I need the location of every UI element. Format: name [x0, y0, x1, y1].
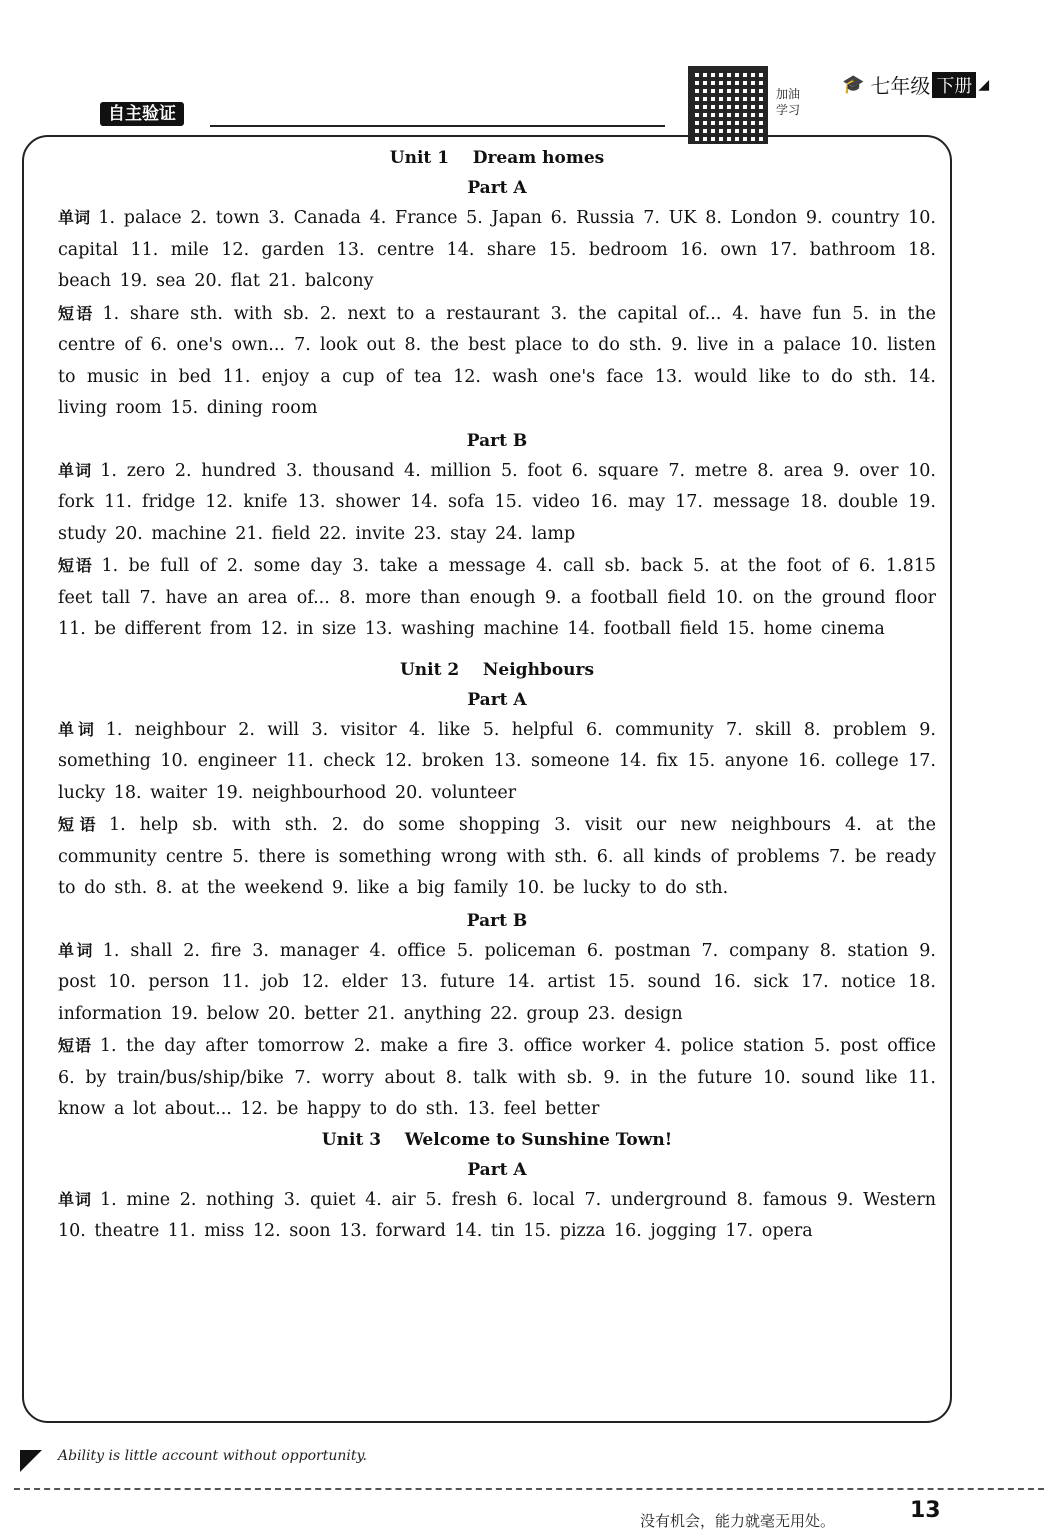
part-title: Part A — [467, 1159, 527, 1180]
words-label: 单词 — [58, 719, 98, 739]
header-rule — [210, 125, 665, 127]
unit-title: Unit 3 Welcome to Sunshine Town! — [321, 1129, 673, 1150]
phrases-block — [58, 1030, 936, 1126]
phrases-text: 1. help sb. with sth. 2. do some shopping 3. visit our new neighbours 4. at the community centre 5. there is something wrong with sth. 6. all kinds of problems 7. be ready to do sth. 8. at the weekend 9. like a big family 10. be lucky to do sth. — [58, 815, 936, 898]
words-text: 1. shall 2. fire 3. manager 4. office 5. policeman 6. postman 7. company 8. station 9. post 10. person 11. job 12. elder 13. future 14. artist 15. sound 16. sick 17. notice 18. information 19. below 20. better 21. anything 22. group 23. design — [58, 940, 936, 1024]
phrases-block — [58, 298, 936, 425]
phrases-text: 1. be full of 2. some day 3. take a message 4. call sb. back 5. at the foot of 6. 1.815 feet tall 7. have an area of... 8. more than enough 9. a football field 10. on the ground floor 11. be different from 12. in size 13. washing machine 14. football field 15. home cinema — [58, 556, 936, 639]
term-text: 下册 — [932, 72, 976, 98]
footer-triangle-icon — [20, 1450, 42, 1472]
footer-divider — [14, 1488, 1044, 1490]
phrases-label: 短语 — [58, 303, 95, 323]
words-text: 1. zero 2. hundred 3. thousand 4. million 5. foot 6. square 7. metre 8. area 9. over 10. fork 11. fridge 12. knife 13. shower 14. sofa 15. video 16. may 17. message 18. double 19. study 20. machine 21. field 22. invite 23. stay 24. lamp — [58, 460, 936, 544]
unit-title: Unit 1 Dream homes — [389, 148, 605, 168]
words-text: 1. palace 2. town 3. Canada 4. France 5. Japan 6. Russia 7. UK 8. London 9. country 10. capital 11. mile 12. garden 13. centre 14. share 15. bedroom 16. own 17. bathroom 18. beach 19. sea 20. flat 21. balcony — [58, 208, 936, 291]
words-label: 单词 — [58, 460, 93, 480]
graduation-cap-icon: 🎓 — [842, 74, 865, 95]
phrases-label: 短语 — [58, 556, 94, 575]
part-title: Part A — [467, 689, 527, 710]
phrases-text: 1. the day after tomorrow 2. make a fire 3. office worker 4. police station 5. post office 6. by train/bus/ship/bike 7. worry about 8. talk with sb. 9. in the future 10. sound like 11. know a lot about... 12. be happy to do sth. 13. feel better — [58, 1036, 936, 1119]
words-text: 1. neighbour 2. will 3. visitor 4. like 5. helpful 6. community 7. skill 8. problem 9. something 10. engineer 11. check 12. broken 13. someone 14. fix 15. anyone 16. college 17. lucky 18. waiter 19. neighbourhood 20. volunteer — [58, 719, 936, 803]
corner-triangle-icon: ◢ — [978, 76, 990, 93]
words-block — [58, 202, 936, 298]
words-block — [58, 1184, 936, 1248]
part-title: Part B — [466, 910, 528, 931]
words-text: 1. mine 2. nothing 3. quiet 4. air 5. fresh 6. local 7. underground 8. famous 9. Western 10. theatre 11. miss 12. soon 13. forward 14. tin 15. pizza 16. jogging 17. opera — [58, 1189, 936, 1241]
unit-title: Unit 2 Neighbours — [399, 659, 595, 680]
phrases-block — [58, 550, 936, 646]
section-tag: 自主验证 — [100, 102, 184, 126]
page-number: 13 — [910, 1498, 941, 1523]
answer-content — [58, 142, 936, 1248]
part-title: Part B — [466, 430, 528, 451]
qr-note: 加油 学习 — [776, 87, 801, 117]
phrases-label: 短语 — [58, 815, 101, 834]
footer-quote-english: Ability is little account without opportunity. — [58, 1448, 367, 1464]
grade-text: 七年级 — [870, 74, 931, 98]
words-block — [58, 455, 936, 551]
phrases-label: 短语 — [58, 1036, 92, 1055]
phrases-text: 1. share sth. with sb. 2. next to a restaurant 3. the capital of... 4. have fun 5. in the centre of 6. one's own... 7. look out 8. the best place to do sth. 9. live in a palace 10. listen to music in bed 11. enjoy a cup of tea 12. wash one's face 13. would like to do sth. 14. living room 15. dining room — [58, 303, 936, 418]
footer-quote-chinese: 没有机会，能力就毫无用处。 — [640, 1512, 836, 1530]
words-label: 单词 — [58, 208, 91, 227]
words-block — [58, 935, 936, 1031]
qr-code[interactable] — [688, 66, 768, 144]
part-title: Part A — [467, 178, 527, 198]
phrases-block — [58, 809, 936, 905]
words-label: 单词 — [58, 940, 95, 960]
words-block — [58, 714, 936, 810]
words-label: 单词 — [58, 1189, 93, 1209]
grade-label — [842, 70, 989, 99]
